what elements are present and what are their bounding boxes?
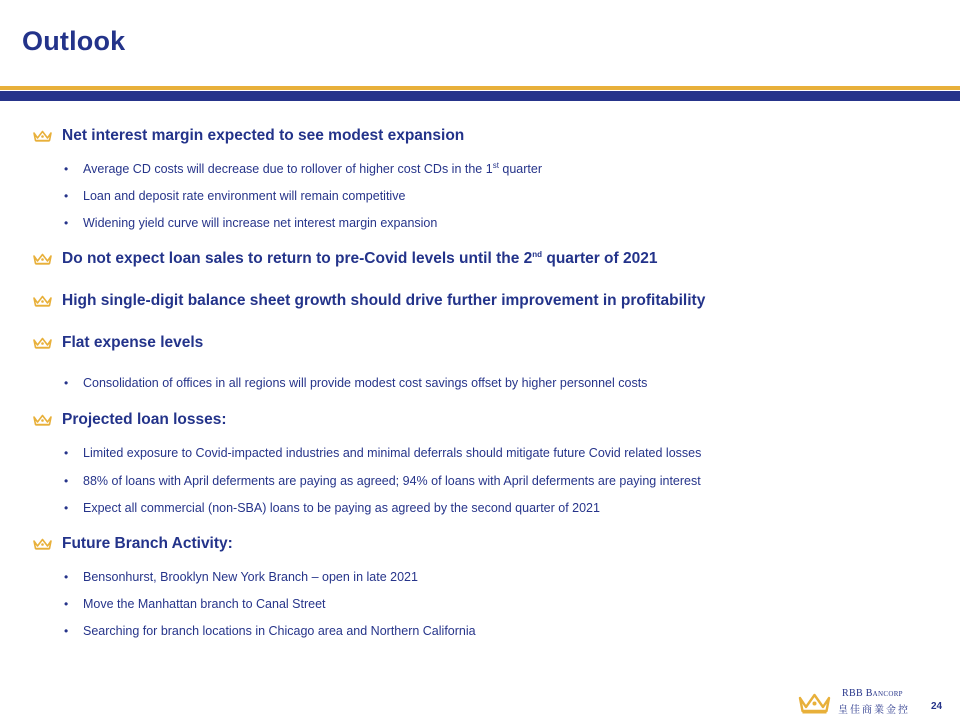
list-item (64, 374, 647, 392)
bullet-text: Searching for branch locations in Chicago area and Northern California (83, 624, 476, 638)
bullet-dot: • (64, 597, 69, 611)
bullet-text: Bensonhurst, Brooklyn New York Branch – open in late 2021 (83, 570, 418, 584)
bullet-dot: • (64, 376, 69, 390)
section-heading-net-interest-margin: Net interest margin expected to see modest expansion (33, 125, 464, 147)
crown-icon (33, 253, 52, 265)
section-heading-future-branch-activity: Future Branch Activity: (33, 533, 233, 555)
list-item (64, 568, 418, 586)
bullet-dot: • (64, 162, 69, 176)
bullet-dot: • (64, 570, 69, 584)
brand-name: RBB Bancorp (842, 688, 903, 699)
bullet-text: Limited exposure to Covid-impacted industries and minimal deferrals should mitigate future Covid related losses (83, 446, 702, 460)
bullet-dot: • (64, 474, 69, 488)
page-number: 24 (931, 701, 943, 712)
bullet-dot: • (64, 446, 69, 460)
bullet-text: Widening yield curve will increase net interest margin expansion (83, 216, 438, 230)
page-title: Outlook (22, 26, 126, 56)
list-item (64, 499, 600, 517)
bullet-text: Consolidation of offices in all regions will provide modest cost savings offset by higher personnel costs (83, 376, 648, 390)
bullet-dot: • (64, 624, 69, 638)
list-item (64, 214, 437, 232)
bullet-dot: • (64, 501, 69, 515)
list-item (64, 160, 542, 178)
section-heading-loan-sales: Do not expect loan sales to return to pre-Covid levels until the 2nd quarter of 2021 (33, 248, 657, 270)
bullet-dot: • (64, 216, 69, 230)
section-heading-flat-expense: Flat expense levels (33, 332, 203, 354)
brand-chinese-name: 皇佳商業金控 (838, 705, 910, 716)
list-item (64, 595, 326, 613)
list-item (64, 444, 701, 462)
section-heading-projected-loan-losses: Projected loan losses: (33, 409, 227, 431)
bullet-text: Loan and deposit rate environment will remain competitive (83, 189, 406, 203)
rbb-crown-logo-icon (798, 692, 831, 714)
list-item (64, 187, 405, 205)
bullet-text: Average CD costs will decrease due to rollover of higher cost CDs in the 1st quarter (83, 160, 543, 176)
crown-icon (33, 295, 52, 307)
section-heading-balance-sheet-growth: High single-digit balance sheet growth should drive further improvement in profitability (33, 290, 705, 312)
list-item (64, 622, 476, 640)
crown-icon (33, 538, 52, 550)
crown-icon (33, 414, 52, 426)
bullet-text: 88% of loans with April deferments are paying as agreed; 94% of loans with April deferments are paying interest (83, 474, 701, 488)
crown-icon (33, 337, 52, 349)
bullet-text: Expect all commercial (non-SBA) loans to be paying as agreed by the second quarter of 2021 (83, 501, 600, 515)
crown-icon (33, 130, 52, 142)
bullet-text: Move the Manhattan branch to Canal Street (83, 597, 326, 611)
list-item (64, 472, 701, 490)
bullet-dot: • (64, 189, 69, 203)
